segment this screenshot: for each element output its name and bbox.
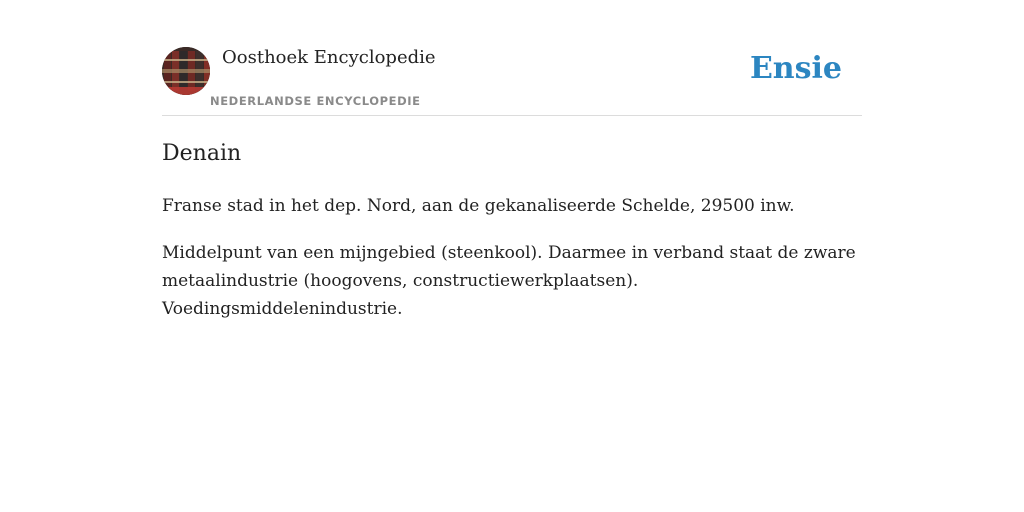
article-paragraph: Franse stad in het dep. Nord, aan de gekanaliseerde Schelde, 29500 inw. xyxy=(162,196,795,216)
source-subtitle: NEDERLANDSE ENCYCLOPEDIE xyxy=(210,94,421,108)
article-paragraph: Middelpunt van een mijngebied (steenkool). Daarmee in verband staat de zware metaalindustrie (hoogovens, constructiewerkplaatsen). Voedingsmiddelenindustrie. xyxy=(162,243,856,319)
article-title: Denain xyxy=(162,141,242,166)
encyclopedia-books-icon[interactable] xyxy=(162,47,210,95)
article xyxy=(162,138,862,323)
ensie-logo-link[interactable]: Ensie xyxy=(749,51,842,86)
source-title[interactable]: Oosthoek Encyclopedie xyxy=(222,47,436,68)
entry-header xyxy=(162,47,862,116)
